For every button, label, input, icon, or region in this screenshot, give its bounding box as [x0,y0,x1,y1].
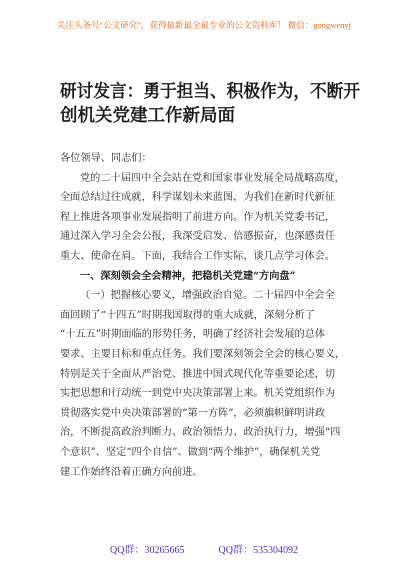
paragraph-line: 重大、使命在肩。下面，我结合工作实际，谈几点学习体会。 [60,250,336,262]
document-title [60,80,360,128]
paragraph-line: 全面总结过往成就，科学谋划未来蓝图，为我们在新时代新征 [60,192,336,204]
salutation: 各位领导、同志们： [60,153,152,164]
header-banner: 关注头条号“公文研究”，获得最新最全最专业的公文资料库！ 微信：gongwenyj [57,20,351,30]
document-body [60,149,360,482]
paragraph-line: 特别是关于全面从严治党、推进中国式现代化等重要论述，切 [60,368,336,380]
footer-qq-group-2: QQ群：535304092 [218,545,298,556]
paragraph-line: “十五五”时期面临的形势任务，明确了经济社会发展的总体 [60,329,326,341]
paragraph-line: （一）把握核心要义，增强政治自觉。二十届四中全会全 [80,290,335,302]
section-heading: 一、深刻领会全会精神，把稳机关党建“方向盘” [80,269,296,282]
paragraph-line: 面回顾了“十四五”时期我国取得的重大成就，深刻分析了 [60,309,315,321]
title-line-1: 研讨发言：勇于担当、积极作为，不断开 [60,82,360,102]
paragraph-line: 个意识”、坚定“四个自信”、做到“两个维护”，确保机关党 [60,446,321,458]
paragraph-line: 通过深入学习全会公报，我深受启发、倍感振奋，也深感责任 [60,231,336,243]
paragraph-line: 要求、主要目标和重点任务。我们要深刻领会全会的核心要义， [60,348,346,360]
footer [0,541,408,556]
paragraph-line: 建工作始终沿着正确方向前进。 [60,466,203,478]
title-line-2: 创机关党建工作新局面 [60,106,235,126]
paragraph-line: 治，不断提高政治判断力、政治领悟力、政治执行力，增强“四 [60,427,341,439]
paragraph-line: 程上推进各项事业发展指明了前进方向。作为机关党委书记， [60,211,336,223]
paragraph-line: 贯彻落实党中央决策部署的“第一方阵”，必须旗帜鲜明讲政 [60,407,326,419]
paragraph-line: 实把思想和行动统一到党中央决策部署上来。机关党组织作为 [60,388,336,400]
footer-qq-group-1: QQ群：30265665 [110,545,185,556]
paragraph-line: 党的二十届四中全会站在党和国家事业发展全局战略高度， [80,172,345,184]
